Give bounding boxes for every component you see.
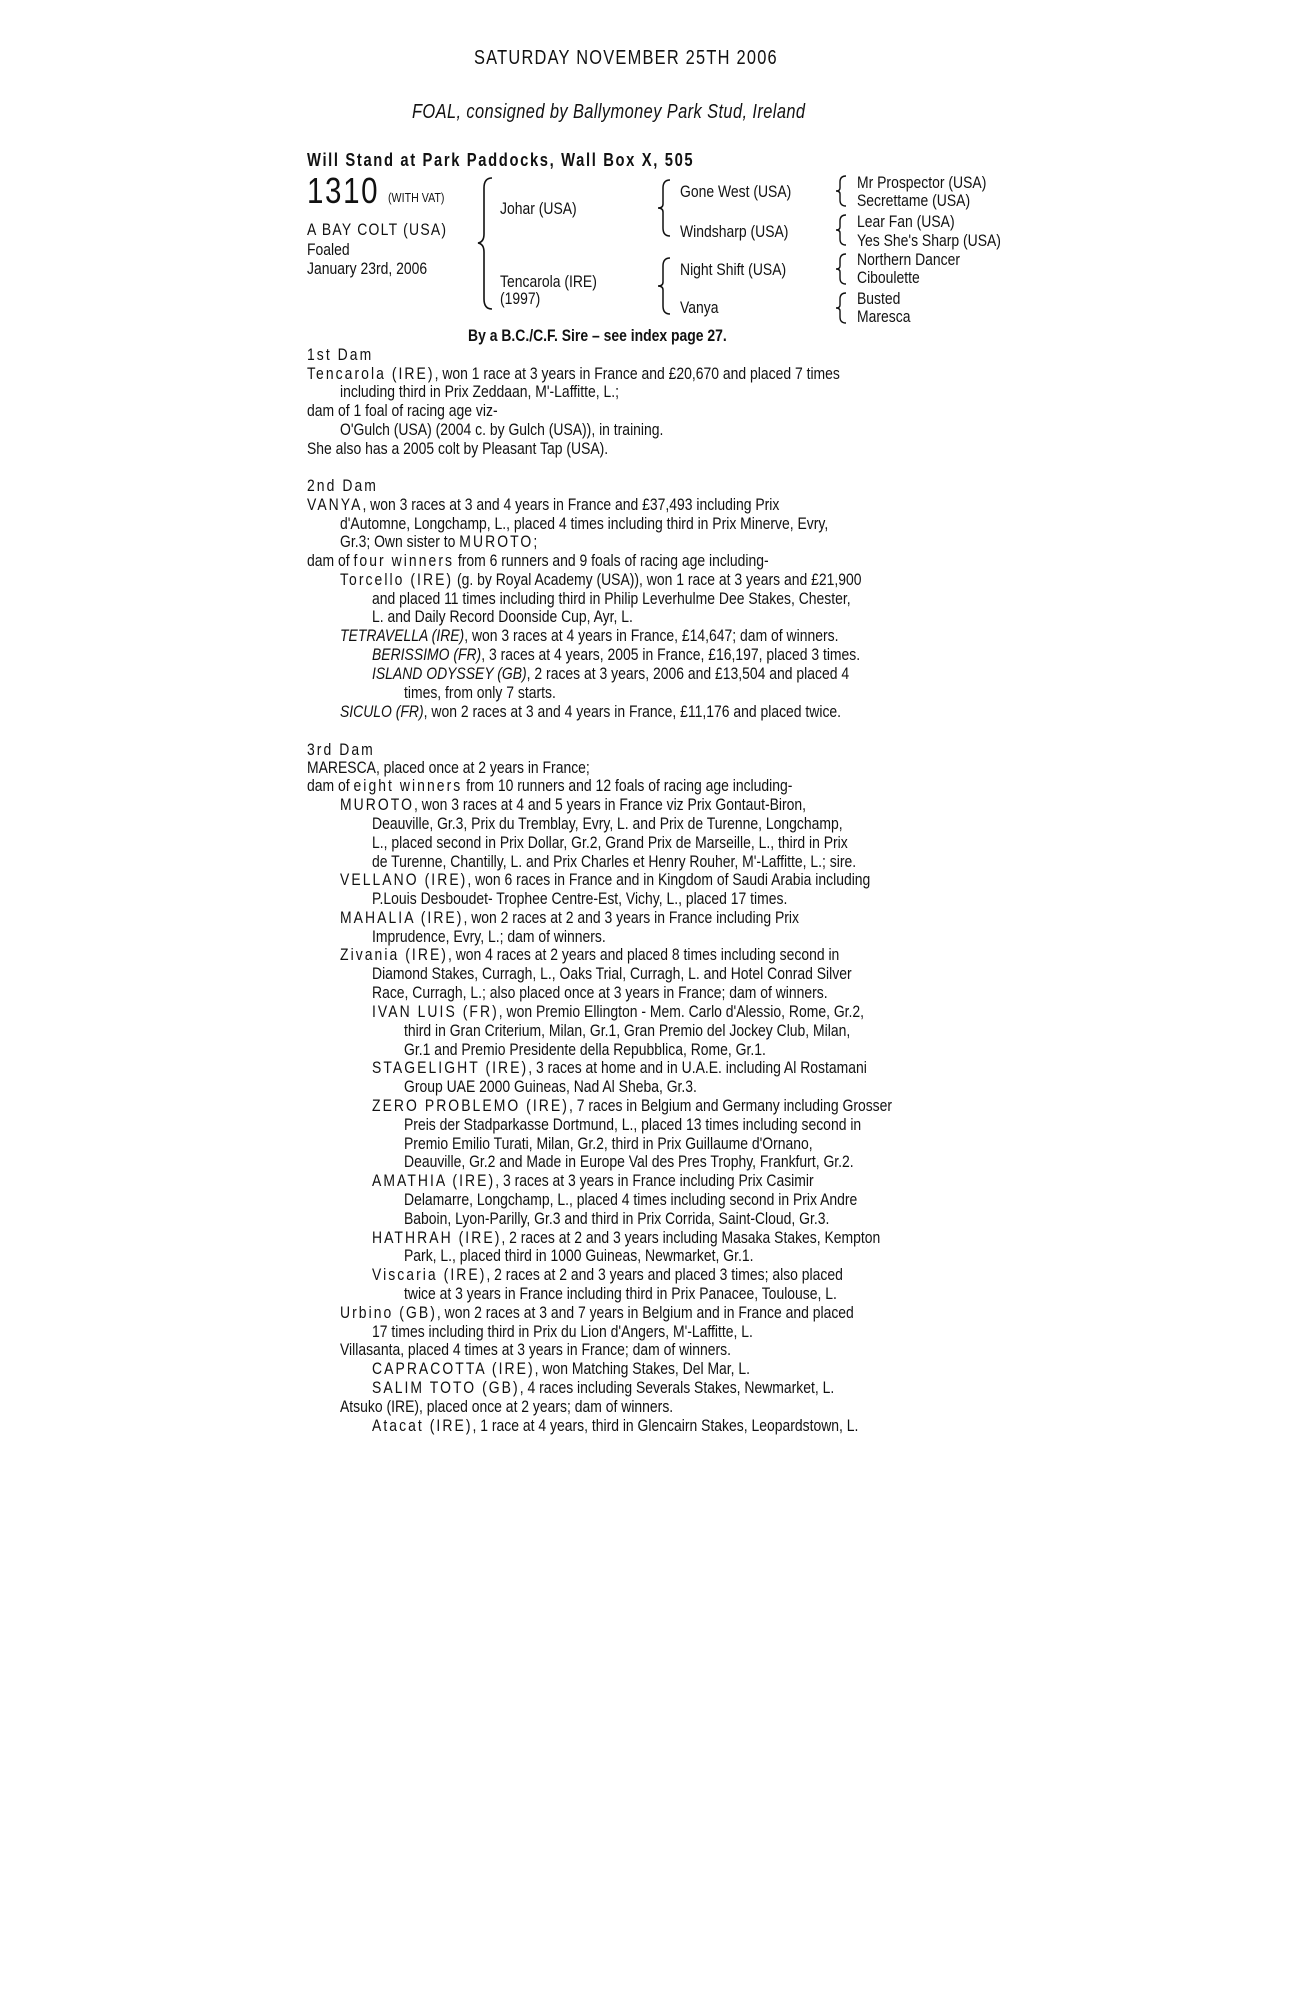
pedigree-g6: Ciboulette	[857, 268, 920, 287]
produce-torcello: Torcello (IRE) (g. by Royal Academy (USA)), won 1 race at 3 years and £21,900	[340, 570, 862, 589]
first-dam-line-1: Tencarola (IRE), won 1 race at 3 years in France and £20,670 and placed 7 times	[307, 364, 840, 383]
pedigree-g3: Lear Fan (USA)	[857, 212, 955, 231]
produce-muroto-line-3: L., placed second in Prix Dollar, Gr.2, Grand Prix de Marseille, L., third in Prix	[372, 833, 848, 852]
produce-zero-problemo-line-4: Deauville, Gr.2 and Made in Europe Val des Pres Trophy, Frankfurt, Gr.2.	[404, 1152, 854, 1171]
produce-vellano: VELLANO (IRE), won 6 races in France and in Kingdom of Saudi Arabia including	[340, 870, 871, 889]
produce-ivan-luis: IVAN LUIS (FR), won Premio Ellington - Mem. Carlo d'Alessio, Rome, Gr.2,	[372, 1002, 865, 1021]
produce-capracotta: CAPRACOTTA (IRE), won Matching Stakes, Del Mar, L.	[372, 1359, 751, 1378]
produce-vellano-line-2: P.Louis Desboudet- Trophee Centre-Est, Vichy, L., placed 17 times.	[372, 889, 788, 908]
produce-hathrah-line-2: Park, L., placed third in 1000 Guineas, Newmarket, Gr.1.	[404, 1246, 754, 1265]
consignment-line: FOAL, consigned by Ballymoney Park Stud, Ireland	[412, 101, 806, 123]
produce-berissimo: BERISSIMO (FR), 3 races at 4 years, 2005 in France, £16,197, placed 3 times.	[372, 645, 861, 664]
pedigree-brace-g2	[834, 213, 848, 247]
produce-torcello-line-2: and placed 11 times including third in Philip Leverhulme Dee Stakes, Chester,	[372, 589, 851, 608]
pedigree-brace-g1	[834, 174, 848, 208]
produce-amathia-line-3: Baboin, Lyon-Parilly, Gr.3 and third in Prix Corrida, Saint-Cloud, Gr.3.	[404, 1209, 830, 1228]
vat-note: (WITH VAT)	[388, 190, 445, 205]
pedigree-brace-g4	[834, 291, 848, 325]
produce-ivan-luis-line-2: third in Gran Criterium, Milan, Gr.1, Gran Premio del Jockey Club, Milan,	[404, 1021, 851, 1040]
pedigree-sire: Johar (USA)	[500, 199, 577, 218]
produce-zivania: Zivania (IRE), won 4 races at 2 years and placed 8 times including second in	[340, 945, 840, 964]
produce-zivania-line-2: Diamond Stakes, Curragh, L., Oaks Trial, Curragh, L. and Hotel Conrad Silver	[372, 964, 852, 983]
lot-number: 1310	[307, 170, 380, 211]
produce-zero-problemo: ZERO PROBLEMO (IRE), 7 races in Belgium and Germany including Grosser	[372, 1096, 893, 1115]
produce-muroto-line-2: Deauville, Gr.3, Prix du Tremblay, Evry, L. and Prix de Turenne, Longchamp,	[372, 814, 843, 833]
third-dam-heading: 3rd Dam	[307, 740, 375, 759]
produce-zero-problemo-line-3: Premio Emilio Turati, Milan, Gr.2, third in Prix Guillaume d'Ornano,	[404, 1134, 813, 1153]
produce-siculo: SICULO (FR), won 2 races at 3 and 4 years in France, £11,176 and placed twice.	[340, 702, 842, 721]
produce-viscaria: Viscaria (IRE), 2 races at 2 and 3 years and placed 3 times; also placed	[372, 1265, 843, 1284]
second-dam-line-2: d'Automne, Longchamp, L., placed 4 times including third in Prix Minerve, Evry,	[340, 514, 829, 533]
produce-muroto-line-4: de Turenne, Chantilly, L. and Prix Charles et Henry Rouher, M'-Laffitte, L.; sire.	[372, 852, 857, 871]
produce-urbino: Urbino (GB), won 2 races at 3 and 7 years in Belgium and in France and placed	[340, 1303, 854, 1322]
sire-index-note: By a B.C./C.F. Sire – see index page 27.	[468, 326, 727, 345]
pedigree-brace-sire	[656, 178, 672, 238]
pedigree-dam-sire: Night Shift (USA)	[680, 260, 787, 279]
lot-description: A BAY COLT (USA)	[307, 220, 448, 239]
produce-hathrah: HATHRAH (IRE), 2 races at 2 and 3 years including Masaka Stakes, Kempton	[372, 1228, 881, 1247]
produce-ivan-luis-line-3: Gr.1 and Premio Presidente della Repubblica, Rome, Gr.1.	[404, 1040, 766, 1059]
produce-urbino-line-2: 17 times including third in Prix du Lion d'Angers, M'-Laffitte, L.	[372, 1322, 753, 1341]
pedigree-brace-dam	[656, 256, 672, 316]
pedigree-sire-dam: Windsharp (USA)	[680, 222, 789, 241]
foaled-date: January 23rd, 2006	[307, 259, 428, 278]
produce-mahalia: MAHALIA (IRE), won 2 races at 2 and 3 years in France including Prix	[340, 908, 799, 927]
third-dam-line-1: MARESCA, placed once at 2 years in France;	[307, 758, 590, 777]
produce-zivania-line-3: Race, Curragh, L.; also placed once at 3 years in France; dam of winners.	[372, 983, 828, 1002]
pedigree-dam-dam: Vanya	[680, 298, 719, 317]
produce-amathia-line-2: Delamarre, Longchamp, L., placed 4 times including second in Prix Andre	[404, 1190, 858, 1209]
produce-tetravella: TETRAVELLA (IRE), won 3 races at 4 years in France, £14,647; dam of winners.	[340, 626, 839, 645]
produce-atacat: Atacat (IRE), 1 race at 4 years, third in Glencairn Stakes, Leopardstown, L.	[372, 1416, 859, 1435]
first-dam-line-2: including third in Prix Zeddaan, M'-Laffitte, L.;	[340, 382, 620, 401]
first-dam-line-5: She also has a 2005 colt by Pleasant Tap (USA).	[307, 439, 609, 458]
pedigree-dam-year: (1997)	[500, 289, 541, 308]
second-dam-heading: 2nd Dam	[307, 476, 378, 495]
third-dam-line-2: dam of eight winners from 10 runners and 12 foals of racing age including-	[307, 776, 793, 795]
pedigree-sire-sire: Gone West (USA)	[680, 182, 792, 201]
produce-atsuko: Atsuko (IRE), placed once at 2 years; dam of winners.	[340, 1397, 674, 1416]
first-dam-heading: 1st Dam	[307, 345, 374, 364]
second-dam-name: VANYA	[307, 495, 363, 514]
pedigree-g5: Northern Dancer	[857, 250, 961, 269]
produce-muroto: MUROTO, won 3 races at 4 and 5 years in France viz Prix Gontaut-Biron,	[340, 795, 807, 814]
produce-stagelight: STAGELIGHT (IRE), 3 races at home and in U.A.E. including Al Rostamani	[372, 1058, 867, 1077]
pedigree-g4: Yes She's Sharp (USA)	[857, 231, 1001, 250]
pedigree-g2: Secrettame (USA)	[857, 191, 971, 210]
first-dam-name: Tencarola (IRE)	[307, 364, 435, 383]
produce-amathia: AMATHIA (IRE), 3 races at 3 years in France including Prix Casimir	[372, 1171, 814, 1190]
produce-island-odyssey-line-2: times, from only 7 starts.	[404, 683, 556, 702]
pedigree-g1: Mr Prospector (USA)	[857, 173, 987, 192]
pedigree-brace-g3	[834, 252, 848, 286]
produce-mahalia-line-2: Imprudence, Evry, L.; dam of winners.	[372, 927, 606, 946]
second-dam-line-1: VANYA, won 3 races at 3 and 4 years in France and £37,493 including Prix	[307, 495, 780, 514]
produce-stagelight-line-2: Group UAE 2000 Guineas, Nad Al Sheba, Gr.3.	[404, 1077, 697, 1096]
produce-salim-toto: SALIM TOTO (GB), 4 races including Severals Stakes, Newmarket, L.	[372, 1378, 835, 1397]
produce-viscaria-line-2: twice at 3 years in France including third in Prix Panacee, Toulouse, L.	[404, 1284, 837, 1303]
first-dam-line-4: O'Gulch (USA) (2004 c. by Gulch (USA)), in training.	[340, 420, 664, 439]
produce-island-odyssey: ISLAND ODYSSEY (GB), 2 races at 3 years, 2006 and £13,504 and placed 4	[372, 664, 850, 683]
pedigree-g8: Maresca	[857, 307, 911, 326]
second-dam-line-4: dam of four winners from 6 runners and 9 foals of racing age including-	[307, 551, 769, 570]
pedigree-g7: Busted	[857, 289, 901, 308]
pedigree-brace-main	[476, 176, 496, 311]
produce-villasanta: Villasanta, placed 4 times at 3 years in France; dam of winners.	[340, 1340, 732, 1359]
stand-location: Will Stand at Park Paddocks, Wall Box X, 505	[307, 150, 695, 170]
produce-zero-problemo-line-2: Preis der Stadparkasse Dortmund, L., placed 13 times including second in	[404, 1115, 862, 1134]
first-dam-line-3: dam of 1 foal of racing age viz-	[307, 401, 498, 420]
produce-torcello-line-3: L. and Daily Record Doonside Cup, Ayr, L.	[372, 607, 633, 626]
second-dam-line-3: Gr.3; Own sister to MUROTO;	[340, 532, 538, 551]
sale-date: SATURDAY NOVEMBER 25TH 2006	[474, 47, 778, 69]
foaled-label: Foaled	[307, 240, 350, 259]
pedigree-dam: Tencarola (IRE)	[500, 272, 597, 291]
